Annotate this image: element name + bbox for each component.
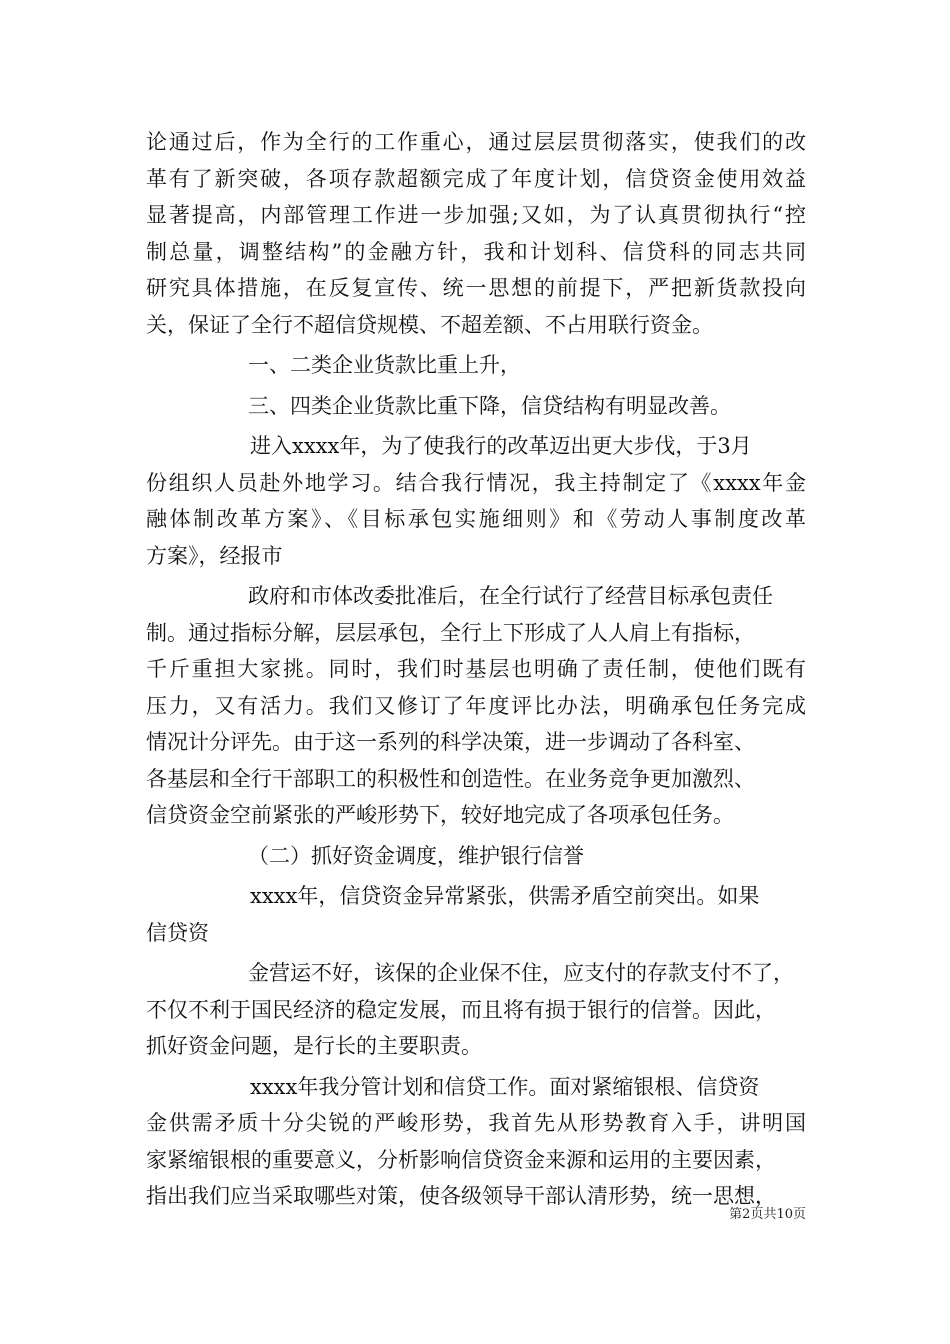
paragraph-8 [146, 1069, 806, 1215]
text-line: 进入xxxx年，为了使我行的改革迈出更大步伐，于3月 [250, 434, 752, 458]
text-line: 指出我们应当采取哪些对策，使各级领导干部认清形势，统一思想， [146, 1184, 776, 1208]
text-line: 关，保证了全行不超信贷规模、不超差额、不占用联行资金。 [146, 312, 713, 337]
heading-line: （二）抓好资金调度，维护银行信誉 [248, 843, 584, 868]
text-line: 份组织人员赴外地学习。结合我行情况，我主持制定了《xxxx年金 [146, 470, 806, 495]
text-line: 信贷资 [146, 920, 209, 945]
text-line: 论通过后，作为全行的工作重心，通过层层贯彻落实，使我们的改 [146, 130, 806, 154]
text-line: 情况计分评先。由于这一系列的科学决策，进一步调动了各科室、 [146, 730, 755, 754]
paragraph-6 [146, 878, 806, 951]
text-line: 三、四类企业货款比重下降，信贷结构有明显改善。 [248, 393, 731, 418]
paragraph-3 [146, 388, 806, 425]
text-line: 各基层和全行干部职工的积极性和创造性。在业务竞争更加激烈、 [146, 766, 755, 791]
text-line: 金营运不好，该保的企业保不住，应支付的存款支付不了， [248, 961, 794, 985]
text-line: 政府和市体改委批准后，在全行试行了经营目标承包责任 [248, 584, 773, 608]
paragraph-5 [146, 578, 806, 834]
paragraph-4 [146, 428, 806, 574]
text-line: 制。通过指标分解，层层承包，全行上下形成了人人肩上有指标， [146, 620, 755, 645]
text-line: xxxx年，信贷资金异常紧张，供需矛盾空前突出。如果 [250, 884, 760, 908]
text-line: 革有了新突破，各项存款超额完成了年度计划，信贷资金使用效益 [146, 166, 806, 191]
text-line: 家紧缩银根的重要意义，分析影响信贷资金来源和运用的主要因素， [146, 1147, 776, 1172]
section-heading [146, 838, 806, 875]
document-body [146, 124, 806, 1215]
paragraph-7 [146, 955, 806, 1065]
text-line: 千斤重担大家挑。同时，我们时基层也明确了责任制，使他们既有 [146, 657, 806, 681]
paragraph-1 [146, 124, 806, 343]
text-line: 一、二类企业货款比重上升， [248, 353, 521, 377]
text-line: 显著提高，内部管理工作进一步加强;又如，为了认真贯彻执行“控 [146, 203, 806, 227]
text-line: 信贷资金空前紧张的严峻形势下，较好地完成了各项承包任务。 [146, 803, 734, 827]
text-line: 制总量，调整结构”的金融方针，我和计划科、信贷科的同志共同 [146, 239, 806, 264]
page-number-footer: 第2页共10页 [729, 1207, 806, 1222]
text-line: 压力，又有活力。我们又修订了年度评比办法，明确承包任务完成 [146, 693, 806, 718]
text-line: 不仅不利于国民经济的稳定发展，而且将有损于银行的信誉。因此， [146, 997, 776, 1022]
text-line: 研究具体措施，在反复宣传、统一思想的前提下，严把新货款投向 [146, 276, 806, 300]
text-line: xxxx年我分管计划和信贷工作。面对紧缩银根、信贷资 [250, 1074, 760, 1099]
paragraph-2 [146, 347, 806, 384]
text-line: 融体制改革方案》、《目标承包实施细则》和《劳动人事制度改革 [146, 507, 806, 531]
text-line: 方案》，经报市 [146, 543, 283, 568]
text-line: 金供需矛质十分尖锐的严峻形势，我首先从形势教育入手，讲明国 [146, 1111, 806, 1135]
text-line: 抓好资金问题，是行长的主要职责。 [146, 1034, 482, 1058]
